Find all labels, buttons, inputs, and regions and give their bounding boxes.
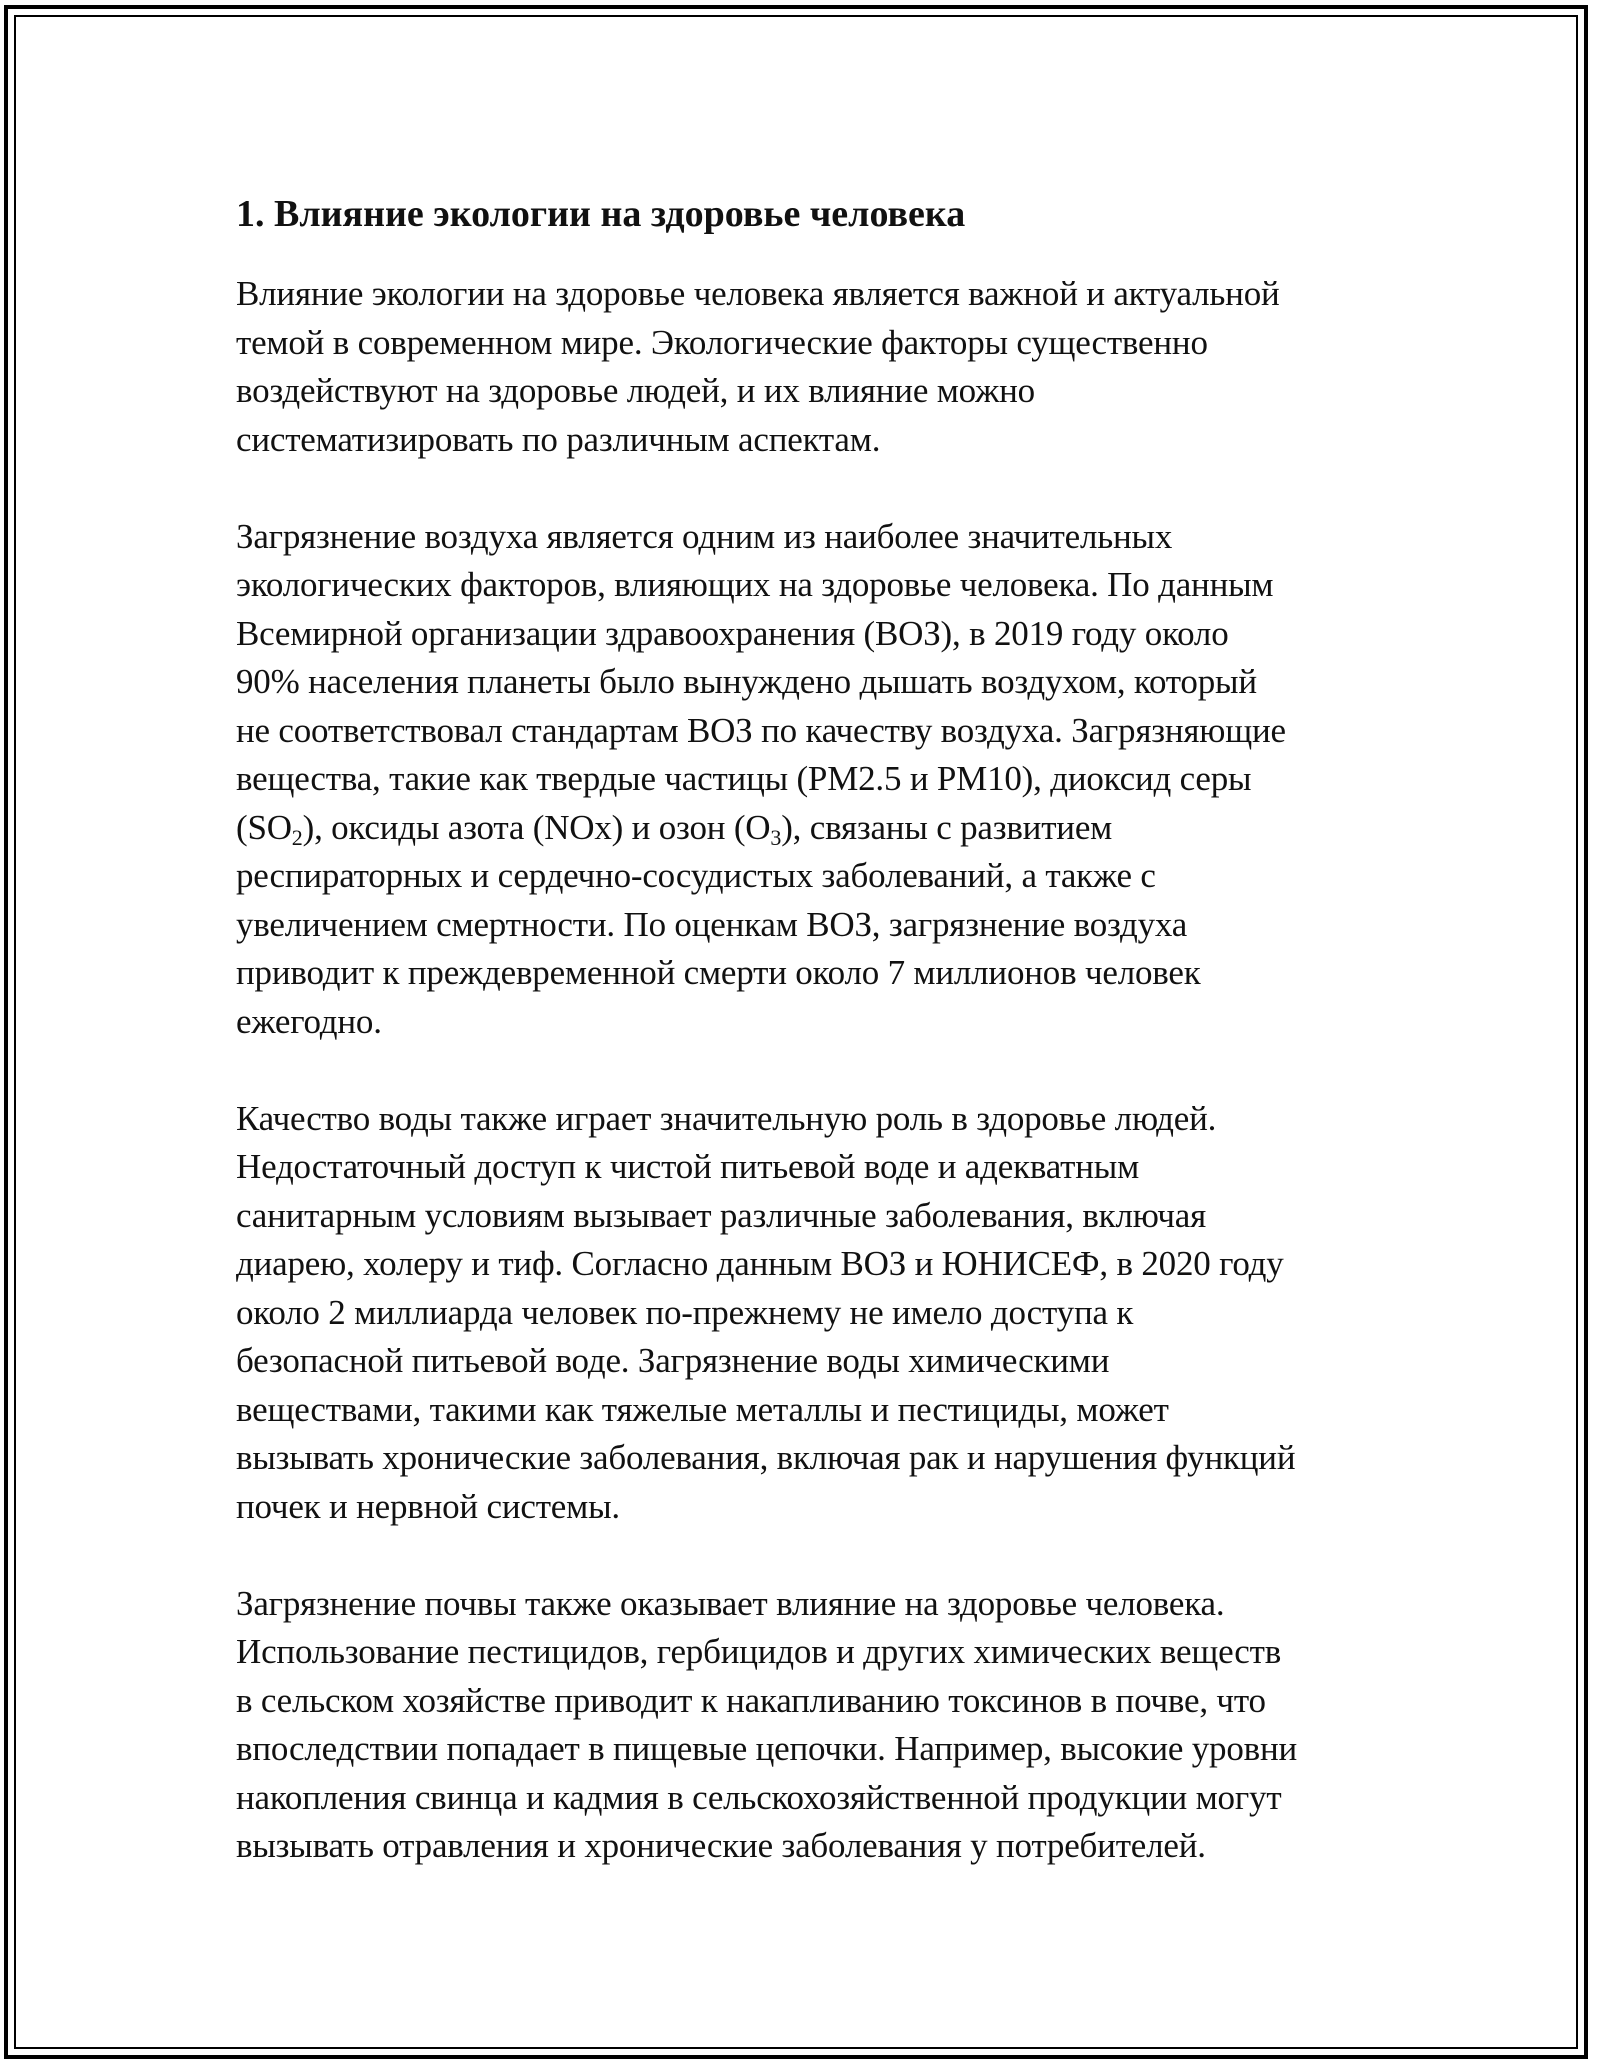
subscript-3: 3 <box>770 824 782 850</box>
paragraph-water-quality <box>236 1095 1416 1532</box>
paragraph-intro <box>236 270 1416 464</box>
text-line: Использование пестицидов, гербицидов и других химических веществ <box>236 1632 1282 1671</box>
formula-text-a: (SO <box>236 807 292 847</box>
paragraph-air-pollution <box>236 513 1416 1047</box>
paragraph-soil-pollution <box>236 1580 1416 1871</box>
text-line: воздействуют на здоровье людей, и их влияние можно <box>236 371 1035 410</box>
text-line: Всемирной организации здравоохранения (ВОЗ), в 2019 году около <box>236 613 1229 653</box>
text-line: веществами, такими как тяжелые металлы и пестициды, может <box>236 1389 1169 1429</box>
text-line: увеличением смертности. По оценкам ВОЗ, загрязнение воздуха <box>236 904 1188 944</box>
text-line: вызывать отравления и хронические заболевания у потребителей. <box>236 1826 1206 1865</box>
text-line: респираторных и сердечно-сосудистых заболеваний, а также с <box>236 856 1156 895</box>
text-line: экологических факторов, влияющих на здоровье человека. По данным <box>236 565 1274 604</box>
formula-text-c: ), связаны с развитием <box>781 807 1113 847</box>
text-line: вещества, такие как твердые частицы (PM2.5 и PM10), диоксид серы <box>236 759 1252 798</box>
text-line: 90% населения планеты было вынуждено дышать воздухом, который <box>236 662 1257 701</box>
text-line: Загрязнение почвы также оказывает влияние на здоровье человека. <box>236 1583 1225 1623</box>
text-line: почек и нервной системы. <box>236 1486 620 1526</box>
text-line: в сельском хозяйстве приводит к накапливанию токсинов в почве, что <box>236 1680 1266 1720</box>
text-line: Недостаточный доступ к чистой питьевой воде и адекватным <box>236 1147 1140 1186</box>
text-line: впоследствии попадает в пищевые цепочки. Например, высокие уровни <box>236 1729 1298 1768</box>
section-heading: 1. Влияние экологии на здоровье человека <box>236 193 966 235</box>
text-line: Загрязнение воздуха является одним из наиболее значительных <box>236 516 1173 556</box>
document-body <box>236 186 1416 1919</box>
text-line: санитарным условиям вызывает различные заболевания, включая <box>236 1195 1206 1235</box>
subscript-2: 2 <box>291 824 303 850</box>
text-line: систематизировать по различным аспектам. <box>236 419 881 459</box>
text-line: вызывать хронические заболевания, включая рак и нарушения функций <box>236 1438 1296 1477</box>
text-line: диарею, холеру и тиф. Согласно данным ВОЗ и ЮНИСЕФ, в 2020 году <box>236 1244 1284 1283</box>
text-line: ежегодно. <box>236 1001 382 1041</box>
text-line-formula <box>236 804 1416 853</box>
text-line: не соответствовал стандартам ВОЗ по качеству воздуха. Загрязняющие <box>236 710 1286 750</box>
formula-text-b: ), оксиды азота (NOx) и озон (O <box>302 807 771 847</box>
text-line: около 2 миллиарда человек по-прежнему не имело доступа к <box>236 1292 1134 1332</box>
text-line: темой в современном мире. Экологические факторы существенно <box>236 322 1208 362</box>
text-line: Влияние экологии на здоровье человека является важной и актуальной <box>236 274 1280 313</box>
text-line: безопасной питьевой воде. Загрязнение воды химическими <box>236 1341 1110 1380</box>
text-line: приводит к преждевременной смерти около 7 миллионов человек <box>236 953 1201 992</box>
text-line: Качество воды также играет значительную роль в здоровье людей. <box>236 1098 1217 1138</box>
text-line: накопления свинца и кадмия в сельскохозяйственной продукции могут <box>236 1777 1282 1817</box>
